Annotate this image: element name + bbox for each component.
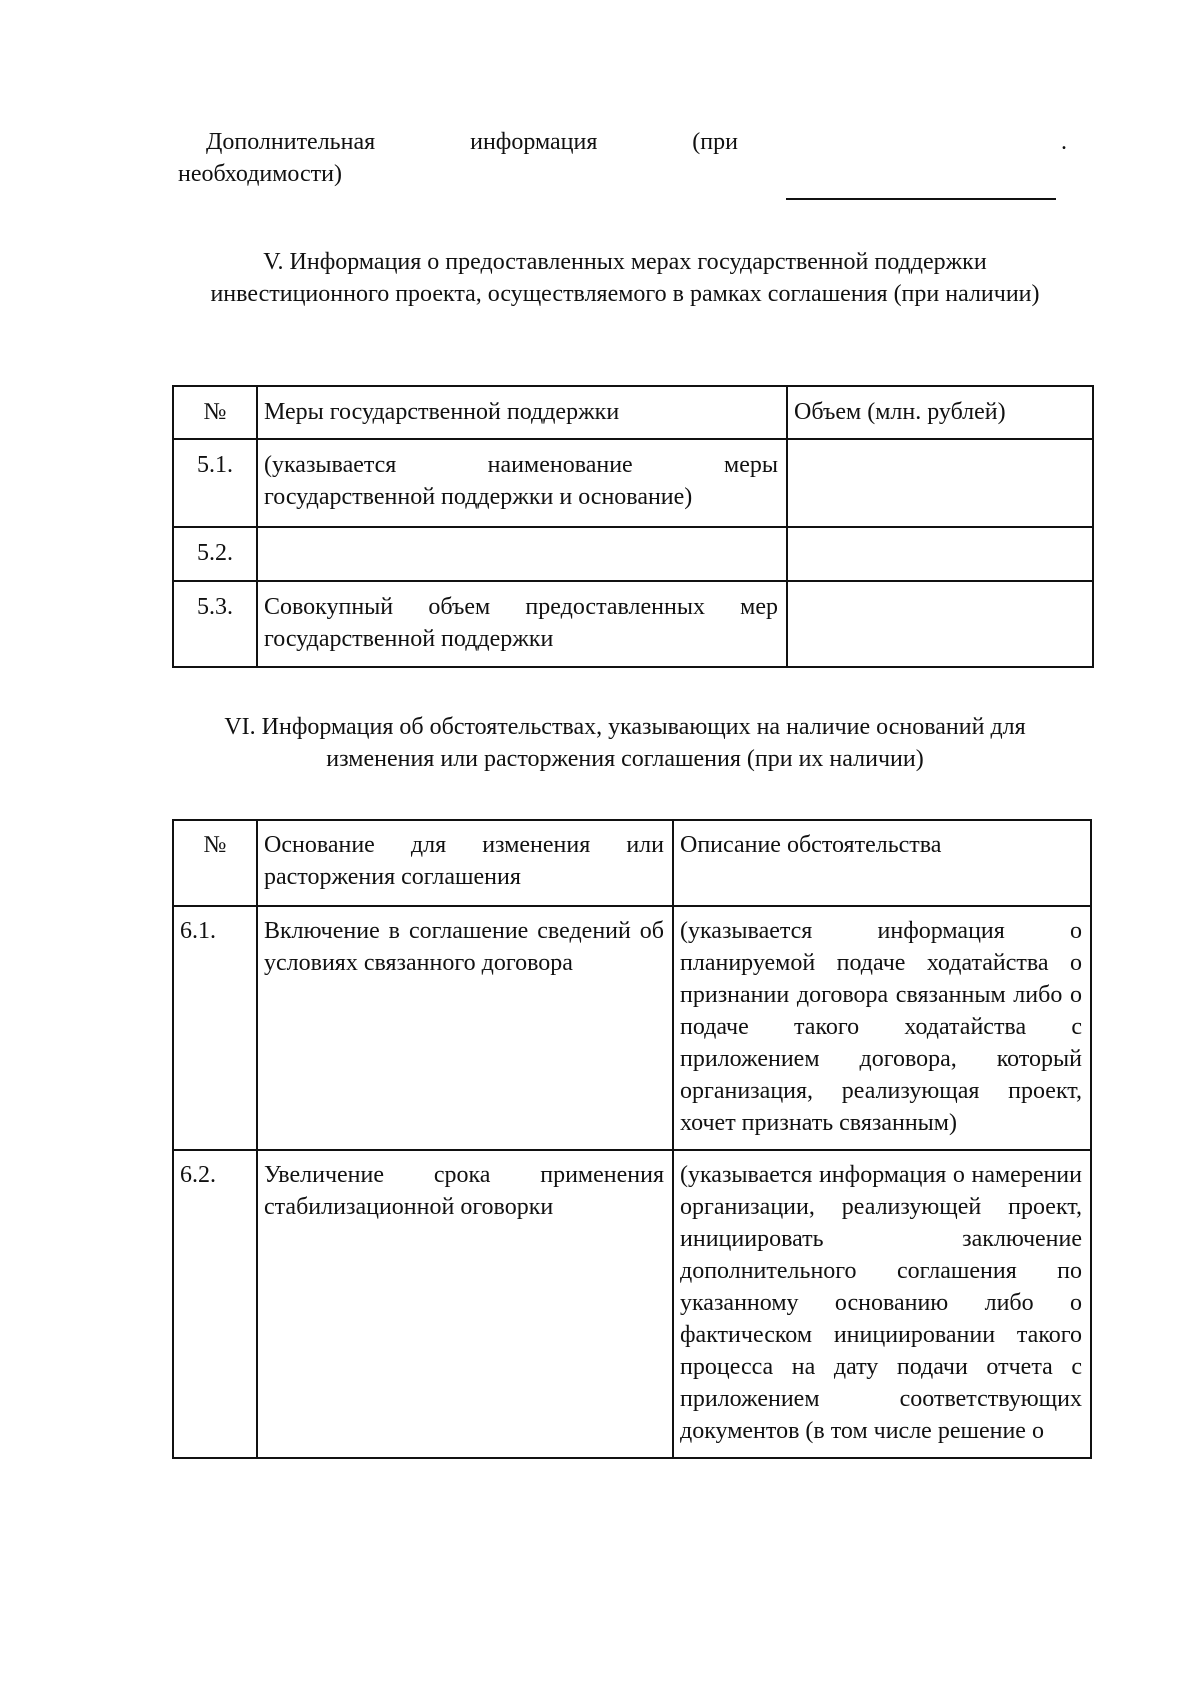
row-number: 6.2.	[173, 1150, 257, 1458]
header-cell-volume: Объем (млн. рублей)	[787, 386, 1093, 439]
additional-info-word2: информация	[470, 129, 598, 155]
header-cell-number: №	[173, 386, 257, 439]
row-basis: Увеличение срока применения стабилизационной оговорки	[257, 1150, 673, 1458]
row-basis: Включение в соглашение сведений об условиях связанного договора	[257, 906, 673, 1150]
table-row	[173, 581, 1093, 667]
section-5-title: V. Информация о предоставленных мерах государственной поддержки инвестиционного проекта, осуществляемого в рамках соглашения (при наличии)	[210, 249, 1040, 307]
table-row	[173, 527, 1093, 581]
header-cell-number: №	[173, 820, 257, 906]
row-volume	[787, 527, 1093, 581]
section-5-table	[172, 385, 1094, 668]
additional-info-line2: необходимости)	[178, 161, 343, 187]
row-volume	[787, 581, 1093, 667]
table-header-row	[173, 386, 1093, 439]
table-header-row	[173, 820, 1091, 906]
table-row	[173, 1150, 1091, 1458]
additional-info-label	[178, 126, 738, 190]
row-measure	[257, 527, 787, 581]
row-description: (указывается информация о намерении организации, реализующей проект, инициировать заключение дополнительного соглашения по указанному основанию либо о фактическом инициировании такого процесса на дату подачи отчета с приложением соответствующих документов (в том числе решение о	[673, 1150, 1091, 1458]
row-number: 5.2.	[173, 527, 257, 581]
row-description: (указывается информация о планируемой подаче ходатайства о признании договора связанным либо о подаче такого ходатайства с приложением договора, который организация, реализующая проект, хочет признать связанным)	[673, 906, 1091, 1150]
row-measure: (указывается наименование меры государственной поддержки и основание)	[257, 439, 787, 527]
row-number: 5.3.	[173, 581, 257, 667]
additional-info-trailing-dot: .	[1061, 129, 1067, 155]
row-volume	[787, 439, 1093, 527]
row-number: 6.1.	[173, 906, 257, 1150]
additional-info-line1	[178, 126, 738, 158]
table-row	[173, 906, 1091, 1150]
additional-info-word3: (при	[692, 129, 738, 155]
header-cell-measures: Меры государственной поддержки	[257, 386, 787, 439]
header-cell-basis: Основание для изменения или расторжения соглашения	[257, 820, 673, 906]
section-6-table	[172, 819, 1092, 1459]
header-cell-description: Описание обстоятельства	[673, 820, 1091, 906]
row-measure: Совокупный объем предоставленных мер государственной поддержки	[257, 581, 787, 667]
additional-info-word1: Дополнительная	[206, 129, 376, 155]
table-row	[173, 439, 1093, 527]
section-6-title: VI. Информация об обстоятельствах, указывающих на наличие оснований для изменения или расторжения соглашения (при их наличии)	[224, 714, 1026, 772]
row-number: 5.1.	[173, 439, 257, 527]
additional-info-blank-line	[786, 198, 1056, 200]
